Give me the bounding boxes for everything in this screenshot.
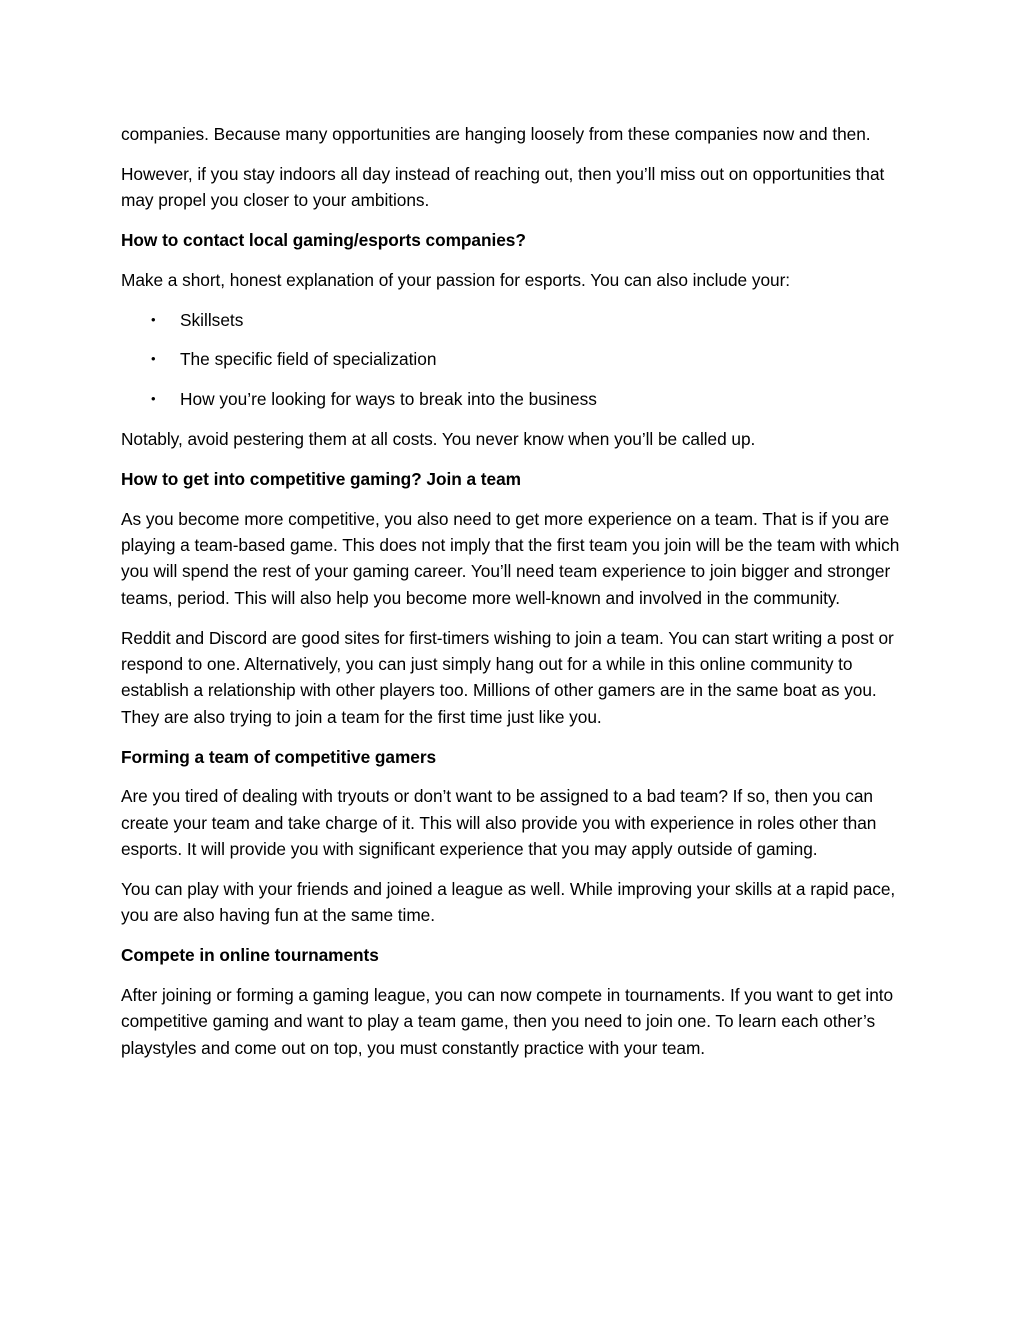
bullet-icon: • <box>151 351 156 367</box>
list-item <box>121 386 907 412</box>
list-item-text: The specific field of specialization <box>180 349 437 370</box>
paragraph: You can play with your friends and joined a league as well. While improving your skills at a rapid pace, you are also having fun at the same time. <box>121 879 896 926</box>
paragraph: After joining or forming a gaming league, you can now compete in tournaments. If you want to get into competitive gaming and want to play a team game, then you need to join one. To learn each other’s playstyles and come out on top, you must constantly practice with your team. <box>121 985 894 1058</box>
section-heading: How to get into competitive gaming? Join a team <box>121 468 521 489</box>
paragraph: Notably, avoid pestering them at all costs. You never know when you’ll be called up. <box>121 428 756 449</box>
paragraph: companies. Because many opportunities are hanging loosely from these companies now and then. <box>121 124 871 144</box>
bullet-icon: • <box>151 391 156 407</box>
list-item-text: How you’re looking for ways to break into the business <box>180 389 597 410</box>
section-heading: Compete in online tournaments <box>121 945 379 966</box>
list-item <box>121 346 907 372</box>
bullet-icon: • <box>151 311 156 327</box>
paragraph: As you become more competitive, you also need to get more experience on a team. That is if you are playing a team-based game. This does not imply that the first team you join will be the team with which you will spend the rest of your gaming career. You’ll need team experience to join bigger and stronger teams, period. This will also help you become more well-known and involved in the community. <box>121 508 900 608</box>
paragraph: Make a short, honest explanation of your passion for esports. You can also include your: <box>121 269 791 290</box>
list-item-text: Skillsets <box>180 309 244 330</box>
section-heading: How to contact local gaming/esports companies? <box>121 230 526 250</box>
section-heading: Forming a team of competitive gamers <box>121 746 437 767</box>
bullet-list <box>121 307 907 413</box>
paragraph: However, if you stay indoors all day instead of reaching out, then you’ll miss out on opportunities that may propel you closer to your ambitions. <box>121 163 885 211</box>
document-body <box>121 121 907 1075</box>
paragraph: Are you tired of dealing with tryouts or don’t want to be assigned to a bad team? If so, then you can create your team and take charge of it. This will also provide you with experience in roles other than esports. It will provide you with significant experience that you may apply outside of gaming. <box>121 786 877 860</box>
paragraph: Reddit and Discord are good sites for first-timers wishing to join a team. You can start writing a post or respond to one. Alternatively, you can just simply hang out for a while in this online community to establish a relationship with other players too. Millions of other gamers are in the same boat as you. They are also trying to join a team for the first time just like you. <box>121 627 894 727</box>
list-item <box>121 307 907 333</box>
